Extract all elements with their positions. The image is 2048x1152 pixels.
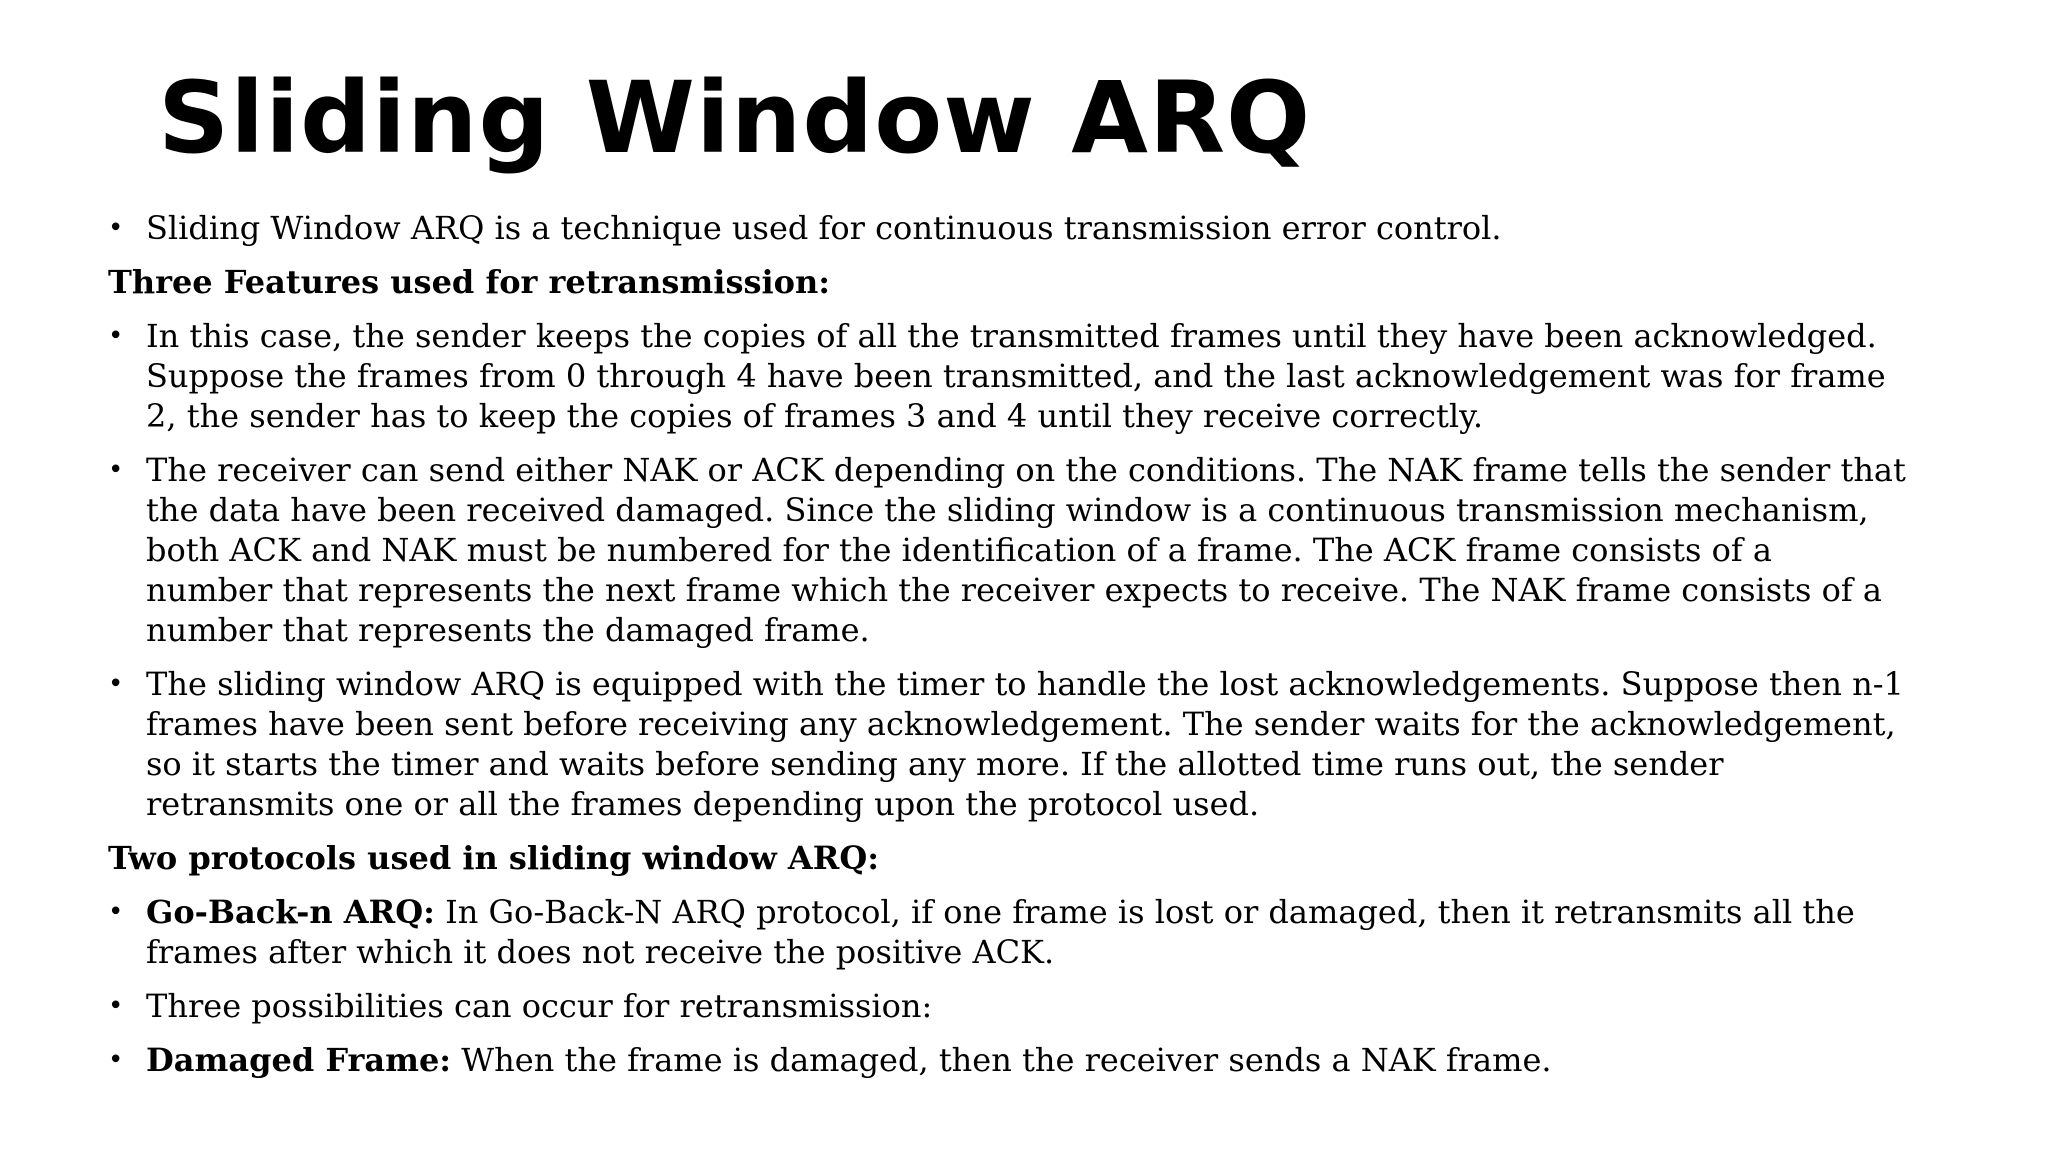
feature-text: The sliding window ARQ is equipped with the timer to handle the lost acknowledgements. Suppose then n-1 frames have been sent before receiving any acknowledgement. The sender waits for the acknowledgement, so it starts the timer and waits before sending any more. If the allotted time runs out, the sender retransmits one or all the frames depending upon the protocol used. bbox=[146, 665, 1904, 823]
features-heading: Three Features used for retransmission: bbox=[108, 263, 831, 301]
go-back-n-text: In Go-Back-N ARQ protocol, if one frame is lost or damaged, then it retransmits all the frames after which it does not receive the positive ACK. bbox=[146, 893, 1855, 971]
bullet-item bbox=[108, 892, 1908, 972]
intro-text: Sliding Window ARQ is a technique used for continuous transmission error control. bbox=[146, 209, 1502, 247]
protocols-heading: Two protocols used in sliding window ARQ: bbox=[108, 839, 880, 877]
bullet-item bbox=[108, 450, 1908, 650]
bullet-item bbox=[108, 986, 1908, 1026]
bullet-dot: • bbox=[108, 669, 124, 699]
go-back-n-lead: Go-Back-n ARQ: bbox=[146, 893, 435, 931]
bullet-dot: • bbox=[108, 897, 124, 927]
slide-content bbox=[108, 208, 1908, 1094]
feature-text: The receiver can send either NAK or ACK depending on the conditions. The NAK frame tells the sender that the data have been received damaged. Since the sliding window is a continuous transmission mechanism, both ACK and NAK must be numbered for the identification of a frame. The ACK frame consists of a number that represents the next frame which the receiver expects to receive. The NAK frame consists of a number that represents the damaged frame. bbox=[146, 451, 1906, 649]
bullet-dot: • bbox=[108, 213, 124, 243]
damaged-frame-lead: Damaged Frame: bbox=[146, 1041, 452, 1079]
bullet-item bbox=[108, 208, 1908, 248]
bullet-item bbox=[108, 664, 1908, 824]
bullet-dot: • bbox=[108, 991, 124, 1021]
feature-text: In this case, the sender keeps the copies of all the transmitted frames until they have been acknowledged. Suppose the frames from 0 through 4 have been transmitted, and the last acknowledgement was for frame 2, the sender has to keep the copies of frames 3 and 4 until they receive correctly. bbox=[146, 317, 1886, 435]
bullet-dot: • bbox=[108, 1045, 124, 1075]
damaged-frame-text: When the frame is damaged, then the receiver sends a NAK frame. bbox=[451, 1041, 1552, 1079]
slide-title: Sliding Window ARQ bbox=[158, 61, 1312, 176]
possibilities-text: Three possibilities can occur for retransmission: bbox=[146, 987, 933, 1025]
bullet-item bbox=[108, 316, 1908, 436]
bullet-dot: • bbox=[108, 321, 124, 351]
bullet-dot: • bbox=[108, 455, 124, 485]
bullet-item bbox=[108, 1040, 1908, 1080]
